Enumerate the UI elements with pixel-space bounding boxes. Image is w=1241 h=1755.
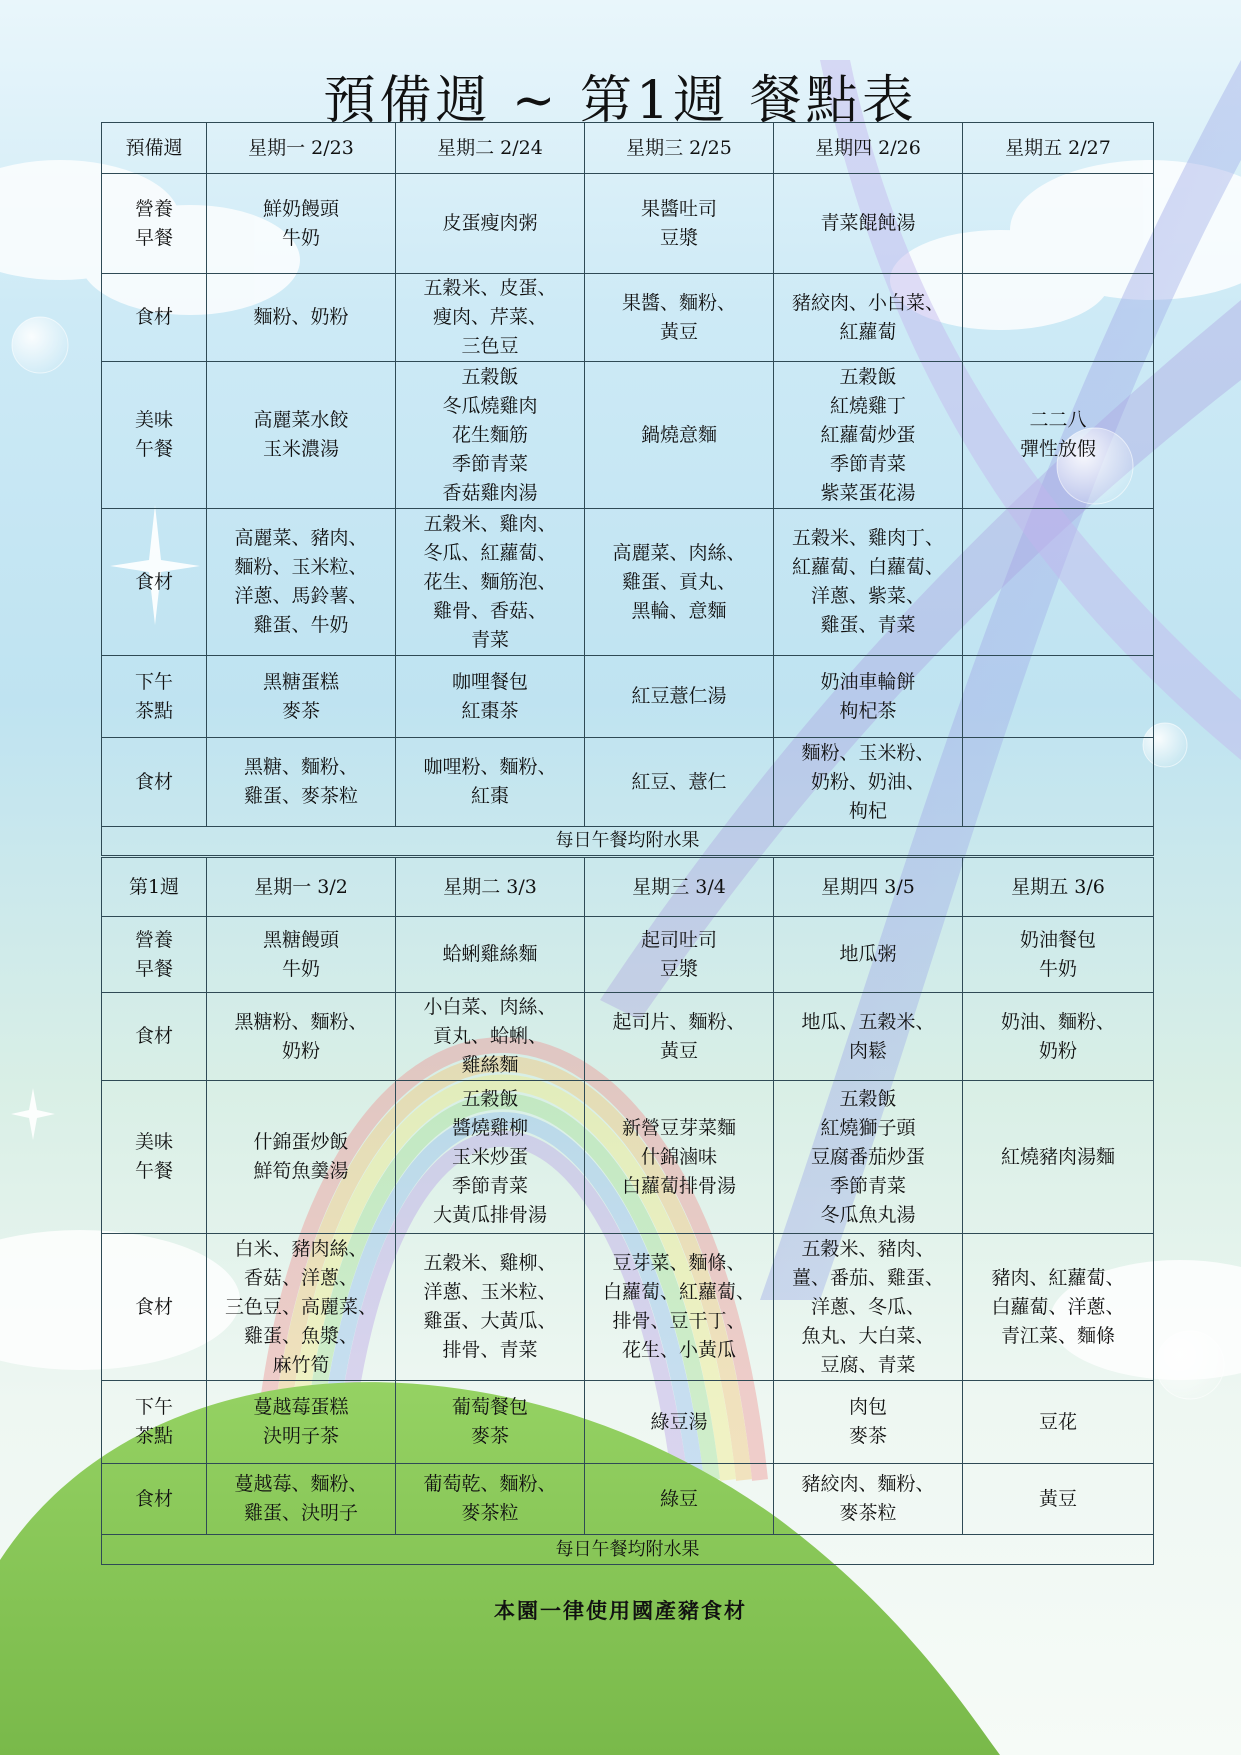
ingredient-cell: 豬絞肉、小白菜、 紅蘿蔔: [774, 274, 963, 362]
menu-cell: 紅豆薏仁湯: [585, 656, 774, 738]
breakfast-ingredients-row: [102, 274, 1154, 362]
ingredient-cell: 豬肉、紅蘿蔔、 白蘿蔔、洋蔥、 青江菜、麵條: [963, 1234, 1154, 1381]
week-table-preparatory: [101, 122, 1154, 856]
row-label: 食材: [102, 993, 207, 1081]
row-label: 食材: [102, 509, 207, 656]
day-header-thu: 星期四 2/26: [774, 123, 963, 174]
menu-cell: 皮蛋瘦肉粥: [396, 174, 585, 274]
ingredient-cell: 地瓜、五穀米、 肉鬆: [774, 993, 963, 1081]
week-table-week1: [101, 857, 1154, 1565]
menu-cell: 鍋燒意麵: [585, 362, 774, 509]
menu-cell: 黑糖蛋糕 麥茶: [207, 656, 396, 738]
ingredient-cell: 豬絞肉、麵粉、 麥茶粒: [774, 1464, 963, 1535]
ingredient-cell: 五穀米、皮蛋、 瘦肉、芹菜、 三色豆: [396, 274, 585, 362]
row-label: 食材: [102, 1234, 207, 1381]
day-header-mon: 星期一 2/23: [207, 123, 396, 174]
menu-cell: 起司吐司 豆漿: [585, 917, 774, 993]
ingredient-cell: 蔓越莓、麵粉、 雞蛋、決明子: [207, 1464, 396, 1535]
ingredient-cell: 白米、豬肉絲、 香菇、洋蔥、 三色豆、高麗菜、 雞蛋、魚漿、 麻竹筍: [207, 1234, 396, 1381]
fruit-note: 每日午餐均附水果: [102, 1535, 1154, 1565]
day-header-fri: 星期五 3/6: [963, 858, 1154, 917]
day-header-tue: 星期二 3/3: [396, 858, 585, 917]
week-label: 預備週: [102, 123, 207, 174]
lunch-ingredients-row: [102, 509, 1154, 656]
row-label: 下午 茶點: [102, 1381, 207, 1464]
lunch-ingredients-row: [102, 1234, 1154, 1381]
menu-cell: 五穀飯 紅燒獅子頭 豆腐番茄炒蛋 季節青菜 冬瓜魚丸湯: [774, 1081, 963, 1234]
ingredient-cell: 黃豆: [963, 1464, 1154, 1535]
ingredient-cell: 五穀米、豬肉、 薑、番茄、雞蛋、 洋蔥、冬瓜、 魚丸、大白菜、 豆腐、青菜: [774, 1234, 963, 1381]
ingredient-cell: 綠豆: [585, 1464, 774, 1535]
ingredient-cell: 小白菜、肉絲、 貢丸、蛤蜊、 雞絲麵: [396, 993, 585, 1081]
menu-cell: [963, 174, 1154, 274]
lunch-row: [102, 362, 1154, 509]
ingredient-cell: 紅豆、薏仁: [585, 738, 774, 827]
snack-row: [102, 656, 1154, 738]
menu-cell: 咖哩餐包 紅棗茶: [396, 656, 585, 738]
row-label: 美味 午餐: [102, 1081, 207, 1234]
menu-cell: 綠豆湯: [585, 1381, 774, 1464]
menu-cell: 果醬吐司 豆漿: [585, 174, 774, 274]
breakfast-row: [102, 174, 1154, 274]
note-row: [102, 827, 1154, 856]
footer-note: 本園一律使用國產豬食材: [494, 1598, 747, 1623]
fruit-note: 每日午餐均附水果: [102, 827, 1154, 856]
ingredient-cell: 起司片、麵粉、 黃豆: [585, 993, 774, 1081]
ingredient-cell: 高麗菜、肉絲、 雞蛋、貢丸、 黑輪、意麵: [585, 509, 774, 656]
day-header-mon: 星期一 3/2: [207, 858, 396, 917]
menu-cell: 肉包 麥茶: [774, 1381, 963, 1464]
ingredient-cell: [963, 274, 1154, 362]
menu-cell: 新營豆芽菜麵 什錦滷味 白蘿蔔排骨湯: [585, 1081, 774, 1234]
menu-cell: 青菜餛飩湯: [774, 174, 963, 274]
row-label: 食材: [102, 1464, 207, 1535]
day-header-wed: 星期三 3/4: [585, 858, 774, 917]
menu-cell: 五穀飯 醬燒雞柳 玉米炒蛋 季節青菜 大黃瓜排骨湯: [396, 1081, 585, 1234]
menu-cell: 豆花: [963, 1381, 1154, 1464]
row-label: 營養 早餐: [102, 174, 207, 274]
menu-cell: 二二八 彈性放假: [963, 362, 1154, 509]
row-label: 美味 午餐: [102, 362, 207, 509]
ingredient-cell: 麵粉、玉米粉、 奶粉、奶油、 枸杞: [774, 738, 963, 827]
ingredient-cell: 五穀米、雞肉丁、 紅蘿蔔、白蘿蔔、 洋蔥、紫菜、 雞蛋、青菜: [774, 509, 963, 656]
ingredient-cell: 高麗菜、豬肉、 麵粉、玉米粒、 洋蔥、馬鈴薯、 雞蛋、牛奶: [207, 509, 396, 656]
ingredient-cell: [963, 738, 1154, 827]
day-header-fri: 星期五 2/27: [963, 123, 1154, 174]
menu-cell: 鮮奶饅頭 牛奶: [207, 174, 396, 274]
day-header-tue: 星期二 2/24: [396, 123, 585, 174]
snack-row: [102, 1381, 1154, 1464]
row-label: 食材: [102, 274, 207, 362]
week-label: 第1週: [102, 858, 207, 917]
menu-cell: 五穀飯 紅燒雞丁 紅蘿蔔炒蛋 季節青菜 紫菜蛋花湯: [774, 362, 963, 509]
row-label: 下午 茶點: [102, 656, 207, 738]
menu-cell: 高麗菜水餃 玉米濃湯: [207, 362, 396, 509]
menu-cell: 地瓜粥: [774, 917, 963, 993]
menu-cell: 葡萄餐包 麥茶: [396, 1381, 585, 1464]
day-header-row: [102, 858, 1154, 917]
breakfast-ingredients-row: [102, 993, 1154, 1081]
menu-cell: 什錦蛋炒飯 鮮筍魚羹湯: [207, 1081, 396, 1234]
day-header-thu: 星期四 3/5: [774, 858, 963, 917]
page-title: 預備週 ~ 第1週 餐點表: [323, 71, 918, 131]
menu-cell: 紅燒豬肉湯麵: [963, 1081, 1154, 1234]
day-header-wed: 星期三 2/25: [585, 123, 774, 174]
menu-cell: 五穀飯 冬瓜燒雞肉 花生麵筋 季節青菜 香菇雞肉湯: [396, 362, 585, 509]
ingredient-cell: 果醬、麵粉、 黃豆: [585, 274, 774, 362]
row-label: 食材: [102, 738, 207, 827]
ingredient-cell: 黑糖粉、麵粉、 奶粉: [207, 993, 396, 1081]
snack-ingredients-row: [102, 738, 1154, 827]
menu-cell: 蔓越莓蛋糕 決明子茶: [207, 1381, 396, 1464]
ingredient-cell: 葡萄乾、麵粉、 麥茶粒: [396, 1464, 585, 1535]
breakfast-row: [102, 917, 1154, 993]
ingredient-cell: 咖哩粉、麵粉、 紅棗: [396, 738, 585, 827]
menu-cell: 奶油餐包 牛奶: [963, 917, 1154, 993]
ingredient-cell: 豆芽菜、麵條、 白蘿蔔、紅蘿蔔、 排骨、豆干丁、 花生、小黃瓜: [585, 1234, 774, 1381]
menu-cell: 蛤蜊雞絲麵: [396, 917, 585, 993]
snack-ingredients-row: [102, 1464, 1154, 1535]
menu-cell: 黑糖饅頭 牛奶: [207, 917, 396, 993]
ingredient-cell: 麵粉、奶粉: [207, 274, 396, 362]
ingredient-cell: 五穀米、雞柳、 洋蔥、玉米粒、 雞蛋、大黃瓜、 排骨、青菜: [396, 1234, 585, 1381]
ingredient-cell: 五穀米、雞肉、 冬瓜、紅蘿蔔、 花生、麵筋泡、 雞骨、香菇、 青菜: [396, 509, 585, 656]
row-label: 營養 早餐: [102, 917, 207, 993]
lunch-row: [102, 1081, 1154, 1234]
note-row: [102, 1535, 1154, 1565]
menu-cell: 奶油車輪餅 枸杞茶: [774, 656, 963, 738]
ingredient-cell: 黑糖、麵粉、 雞蛋、麥茶粒: [207, 738, 396, 827]
menu-cell: [963, 656, 1154, 738]
day-header-row: [102, 123, 1154, 174]
ingredient-cell: 奶油、麵粉、 奶粉: [963, 993, 1154, 1081]
ingredient-cell: [963, 509, 1154, 656]
